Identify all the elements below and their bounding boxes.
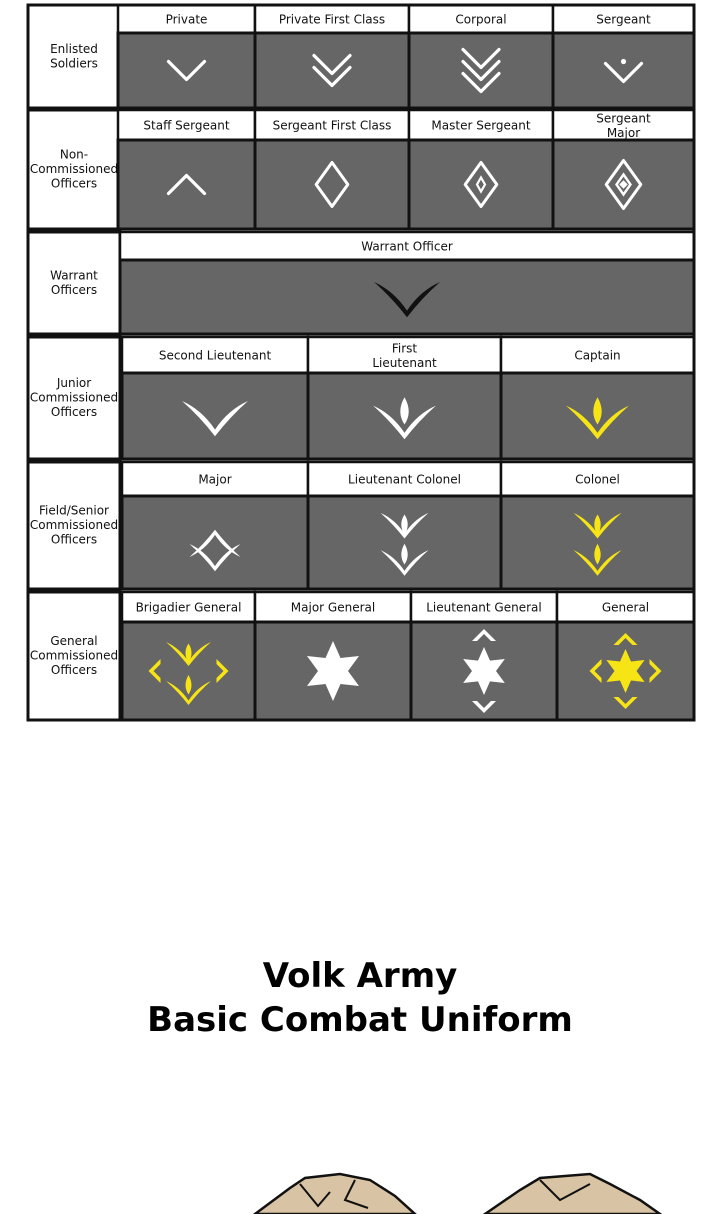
rank-name: Major <box>198 472 232 487</box>
rank-warrant-officer <box>120 232 694 334</box>
group-label: Commissioned <box>29 390 119 405</box>
rank-name: Private <box>165 12 208 27</box>
group-label: Soldiers <box>50 56 98 71</box>
rank-name: Sergeant <box>596 111 651 126</box>
rank-major <box>122 462 308 589</box>
group-label: Officers <box>50 405 98 419</box>
group-label: Officers <box>50 663 98 677</box>
group-label: Commissioned <box>29 648 119 663</box>
rank-general <box>557 592 694 720</box>
rank-name: Staff Sergeant <box>143 118 230 133</box>
rank-name: Sergeant First Class <box>272 118 392 133</box>
insignia-cell <box>255 33 409 108</box>
rank-group-field <box>28 462 694 589</box>
insignia-cell <box>122 373 308 459</box>
rank-lieutenant-general <box>411 592 557 720</box>
rank-name: Master Sergeant <box>431 118 531 133</box>
rank-private <box>118 5 255 108</box>
rank-brigadier-general <box>122 592 255 720</box>
insignia-cell <box>409 33 553 108</box>
rank-name: First <box>391 341 418 356</box>
insignia-cell <box>553 33 694 108</box>
rank-name: Second Lieutenant <box>158 348 272 363</box>
rank-name: Lieutenant General <box>426 600 542 615</box>
rank-master-sergeant <box>409 110 553 229</box>
insignia-cell <box>122 622 255 720</box>
rank-name: General <box>601 600 650 615</box>
group-label: General <box>50 634 98 648</box>
rank-group-general <box>28 592 694 720</box>
rank-group-nco <box>28 110 694 229</box>
title-line-2: Basic Combat Uniform <box>147 1000 573 1040</box>
rank-colonel <box>501 462 694 589</box>
rank-name: Brigadier General <box>135 600 242 615</box>
insignia-cell <box>118 140 255 229</box>
group-label: Warrant <box>50 268 98 283</box>
insignia-cell <box>118 33 255 108</box>
group-label: Officers <box>50 282 98 297</box>
rank-group-warrant <box>28 232 694 334</box>
group-label: Junior <box>56 376 92 390</box>
insignia-cell <box>409 140 553 229</box>
group-label: Commissioned <box>29 162 119 176</box>
insignia-cell <box>255 140 409 229</box>
group-label: Field/Senior <box>39 503 109 518</box>
uniform-illustration <box>0 1170 720 1214</box>
uniform-left-collar <box>255 1174 415 1214</box>
title-line-1: Volk Army <box>262 956 458 996</box>
rank-sergeant <box>553 5 694 108</box>
rank-name: Captain <box>574 348 621 363</box>
rank-group-enlisted <box>28 5 694 108</box>
group-label: Officers <box>50 532 98 547</box>
rank-name: Major General <box>290 600 376 615</box>
rank-group-junior <box>28 337 694 459</box>
rank-name: Major <box>606 125 641 140</box>
uniform-right-collar <box>485 1174 660 1214</box>
rank-lieutenant-colonel <box>308 462 501 589</box>
group-label: Commissioned <box>29 518 119 532</box>
rank-major-general <box>255 592 411 720</box>
rank-staff-sergeant <box>118 110 255 229</box>
insignia-cell <box>120 260 694 334</box>
group-label: Officers <box>50 176 98 191</box>
rank-name: Sergeant <box>596 12 651 27</box>
rank-private-first-class <box>255 5 409 108</box>
rank-name: Lieutenant Colonel <box>348 472 461 487</box>
rank-name: Colonel <box>575 472 620 487</box>
rank-name: Lieutenant <box>372 355 437 370</box>
rank-sergeant-first-class <box>255 110 409 229</box>
group-label: Non- <box>59 147 89 162</box>
insignia-cell <box>122 496 308 589</box>
rank-sergeant-major <box>553 110 694 229</box>
rank-name: Warrant Officer <box>361 239 453 254</box>
rank-name: Private First Class <box>278 12 386 27</box>
rank-captain <box>501 337 694 459</box>
rank-corporal <box>409 5 553 108</box>
rank-second-lieutenant <box>122 337 308 459</box>
rank-first-lieutenant <box>308 337 501 459</box>
rank-name: Corporal <box>455 12 507 27</box>
group-label: Enlisted <box>50 41 98 56</box>
